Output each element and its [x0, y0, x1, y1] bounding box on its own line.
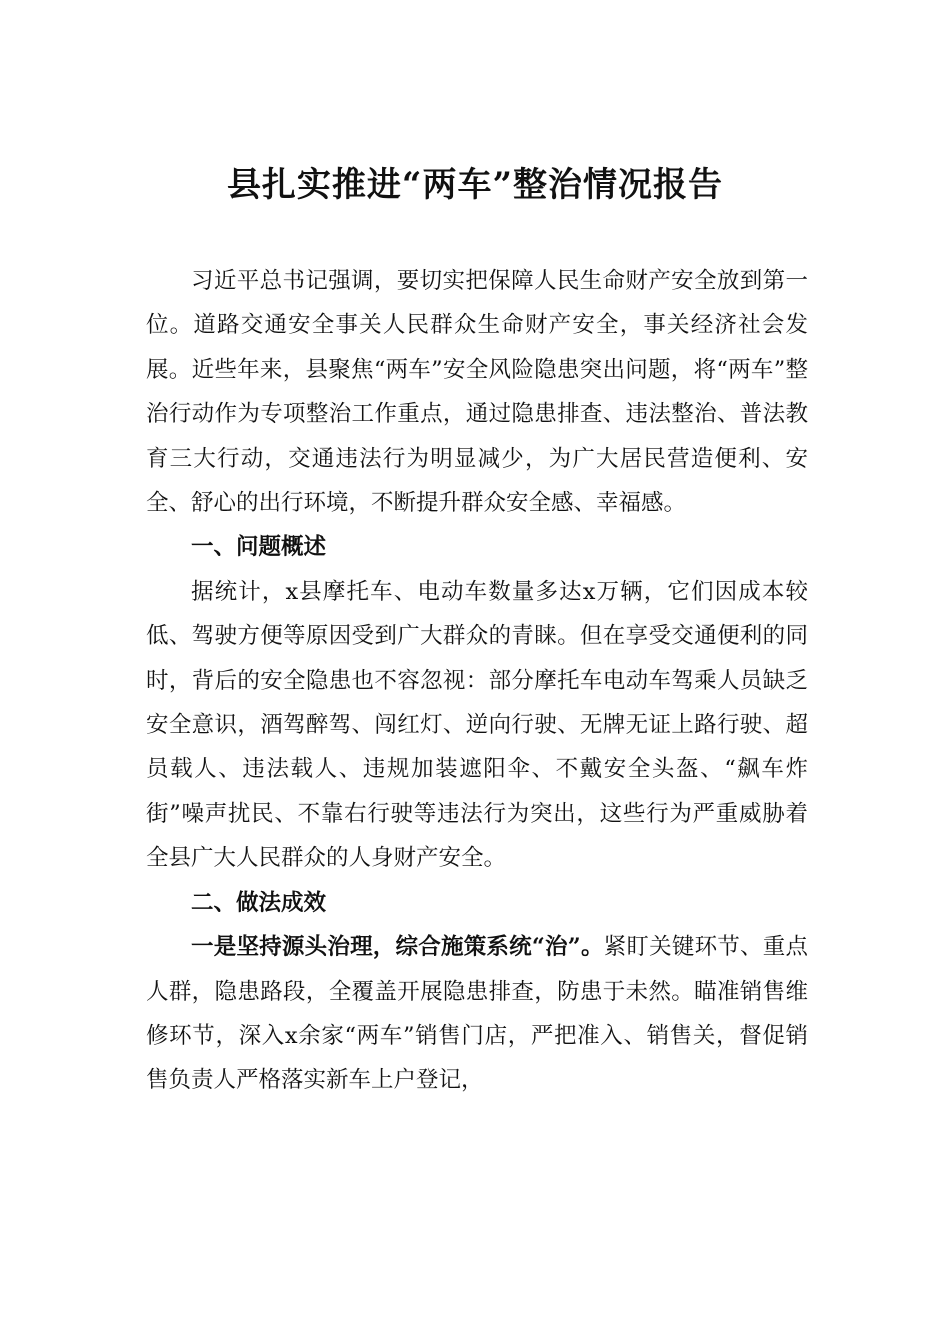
measures-lead-sentence: 一是坚持源头治理，综合施策系统“治”。 [191, 934, 604, 961]
problem-overview-paragraph: 据统计，x县摩托车、电动车数量多达x万辆，它们因成本较低、驾驶方便等原因受到广大群众的青睐。但在享受交通便利的同时，背后的安全隐患也不容忽视：部分摩托车电动车驾乘人员缺乏安全意识，酒驾醉驾、闯红灯、逆向行驶、无牌无证上路行驶、超员载人、违法载人、违规加装遮阳伞、不戴安全头盔、“飙车炸街”噪声扰民、不靠右行驶等违法行为突出，这些行为严重威胁着全县广大人民群众的人身财产安全。 [146, 578, 808, 872]
measures-paragraph [146, 925, 808, 1103]
intro-paragraph: 习近平总书记强调，要切实把保障人民生命财产安全放到第一位。道路交通安全事关人民群众生命财产安全，事关经济社会发展。近些年来，县聚焦“两车”安全风险隐患突出问题，将“两车”整治行动作为专项整治工作重点，通过隐患排查、违法整治、普法教育三大行动，交通违法行为明显减少，为广大居民营造便利、安全、舒心的出行环境，不断提升群众安全感、幸福感。 [146, 268, 808, 517]
section-heading-measures-results: 二、做法成效 [191, 889, 327, 916]
document-title: 县扎实推进“两车”整治情况报告 [226, 165, 724, 205]
document-body [146, 259, 808, 1103]
section-heading-problem-overview: 一、问题概述 [191, 534, 327, 561]
measures-body-text: 紧盯关键环节、重点人群，隐患路段，全覆盖开展隐患排查，防患于未然。瞄准销售维修环节，深入x余家“两车”销售门店，严把准入、销售关，督促销售负责人严格落实新车上户登记， [146, 934, 808, 1094]
